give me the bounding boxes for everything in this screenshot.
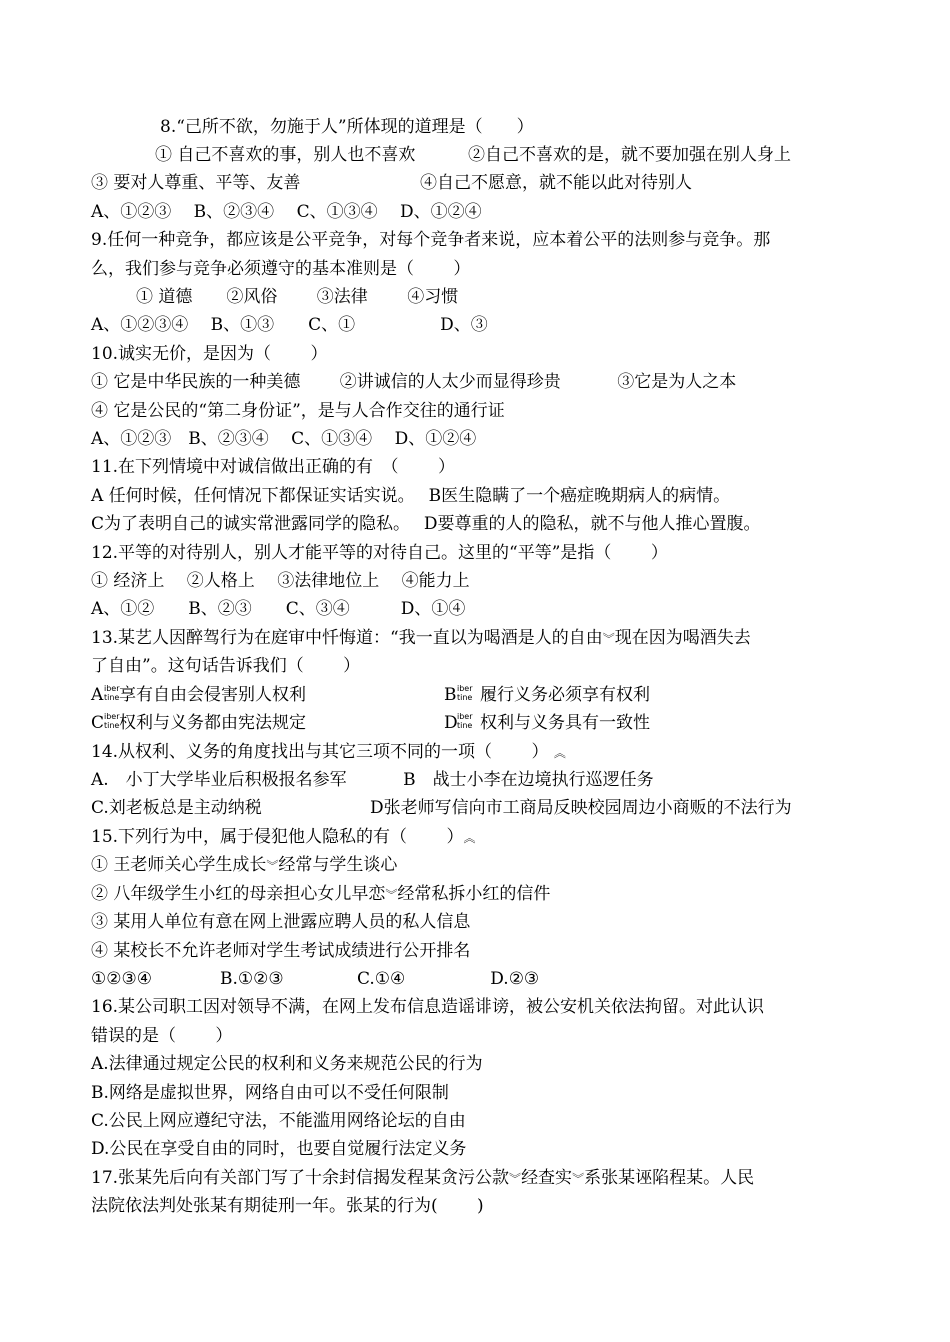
q14-options-ab: A. 小丁大学毕业后积极报名参军 B 战士小李在边境执行巡逻任务 <box>91 770 654 790</box>
q15-option-2 <box>91 882 550 907</box>
q8-option-2: ②自己不喜欢的是，就不要加强在别人身上 <box>468 145 791 165</box>
q9-options: ① 道德 ②风俗 ③法律 ④习惯 <box>136 287 459 307</box>
q13-option-a-letter: A <box>91 685 104 705</box>
q8-stem: 8.“己所不欲，勿施于人”所体现的道理是（ ） <box>160 117 534 137</box>
q13-mark-c-top: iber <box>104 712 120 721</box>
q12-stem: 12.平等的对待别人，别人才能平等的对待自己。这里的“平等”是指（ ） <box>91 543 668 563</box>
chevron-down-icon: ︾ <box>509 1171 522 1186</box>
q13-option-c-letter: C <box>91 713 105 733</box>
q13-stem-part1: 13.某艺人因醉驾行为在庭审中忏悔道：“我一直以为喝酒是人的自由 <box>91 628 603 648</box>
q15-option-1 <box>91 853 397 878</box>
q9-stem-line2: 么，我们参与竞争必须遵守的基本准则是（ ） <box>91 259 471 279</box>
q12-options: ① 经济上 ②人格上 ③法律地位上 ④能力上 <box>91 571 470 591</box>
q13-mark-a-top: iber <box>104 684 120 693</box>
q13-mark-c-bottom: tine <box>104 721 120 730</box>
q12-answers: A、①② B、②③ C、③④ D、①④ <box>91 599 466 619</box>
q13-option-b-letter: B <box>444 685 457 705</box>
q13-option-a: 享有自由会侵害别人权利 <box>119 685 306 705</box>
q13-stem-part2: 现在因为喝酒失去 <box>614 628 751 648</box>
q15-option-1-part1: ① 王老师关心学生成长 <box>91 855 267 875</box>
q16-option-d: D.公民在享受自由的同时，也要自觉履行法定义务 <box>91 1139 467 1159</box>
q14-option-d: D张老师写信向市工商局反映校园周边小商贩的不法行为 <box>370 798 792 818</box>
q15-stem: 15.下列行为中，属于侵犯他人隐私的有（ ） <box>91 827 464 847</box>
q16-option-c: C.公民上网应遵纪守法，不能滥用网络论坛的自由 <box>91 1111 466 1131</box>
q17-stem-line1 <box>91 1166 754 1191</box>
q17-stem-part2: 经查实 <box>521 1168 573 1188</box>
q17-stem-part1: 17.张某先后向有关部门写了十余封信揭发程某贪污公款 <box>91 1168 510 1188</box>
chevron-up-icon: ︽ <box>553 745 566 760</box>
q13-option-d-letter: D <box>444 713 458 733</box>
q15-stem-line <box>91 825 475 850</box>
q13-option-c: 权利与义务都由宪法规定 <box>119 713 306 733</box>
q13-option-b: 履行义务必须享有权利 <box>480 685 650 705</box>
q16-stem-line2: 错误的是（ ） <box>91 1026 233 1046</box>
q8-option-3: ③ 要对人尊重、平等、友善 <box>91 173 301 193</box>
q10-options-1-3: ① 它是中华民族的一种美德 ②讲诚信的人太少而显得珍贵 ③它是为人之本 <box>91 372 737 392</box>
q9-answers: A、①②③④ B、①③ C、① D、③ <box>91 315 488 335</box>
q11-stem: 11.在下列情境中对诚信做出正确的有 （ ） <box>91 457 455 477</box>
q14-option-c: C.刘老板总是主动纳税 <box>91 798 262 818</box>
q13-mark-b-bottom: tine <box>457 693 473 702</box>
q16-option-a: A.法律通过规定公民的权利和义务来规范公民的行为 <box>91 1054 483 1074</box>
q10-option-4: ④ 它是公民的“第二身份证”，是与人合作交往的通行证 <box>91 401 505 421</box>
chevron-down-icon: ︾ <box>266 858 279 873</box>
chevron-down-icon: ︾ <box>572 1171 585 1186</box>
chevron-down-icon: ︾ <box>385 887 398 902</box>
q16-stem-line1: 16.某公司职工因对领导不满，在网上发布信息造谣诽谤，被公安机关依法拘留。对此认识 <box>91 997 765 1017</box>
q14-stem: 14.从权利、义务的角度找出与其它三项不同的一项（ ） <box>91 742 549 762</box>
q13-stem-line1 <box>91 626 751 651</box>
q15-option-3: ③ 某用人单位有意在网上泄露应聘人员的私人信息 <box>91 912 471 932</box>
q15-option-2-part2: 经常私拆小红的信件 <box>397 884 551 904</box>
q9-stem-line1: 9.任何一种竞争，都应该是公平竞争，对每个竞争者来说，应本着公平的法则参与竞争。那 <box>91 230 771 250</box>
q13-mark-a-bottom: tine <box>104 693 120 702</box>
q16-option-b: B.网络是虚拟世界，网络自由可以不受任何限制 <box>91 1083 449 1103</box>
q8-option-1: ① 自己不喜欢的事，别人也不喜欢 <box>155 145 416 165</box>
chevron-up-icon: ︽ <box>463 830 476 845</box>
q13-mark-d-top: iber <box>457 712 473 721</box>
q11-options-cd: C为了表明自己的诚实常泄露同学的隐私。 D要尊重的人的隐私，就不与他人推心置腹。 <box>91 514 761 534</box>
q8-answers: A、①②③ B、②③④ C、①③④ D、①②④ <box>91 202 482 222</box>
q13-stem-line2: 了自由”。这句话告诉我们（ ） <box>91 656 361 676</box>
q13-mark-b-top: iber <box>457 684 473 693</box>
q13-mark-d-bottom: tine <box>457 721 473 730</box>
q17-stem-part3: 系张某诬陷程某。人民 <box>584 1168 755 1188</box>
q14-stem-line <box>91 740 566 765</box>
q13-option-d: 权利与义务具有一致性 <box>480 713 650 733</box>
q15-option-4: ④ 某校长不允许老师对学生考试成绩进行公开排名 <box>91 941 471 961</box>
q8-option-4: ④自己不愿意，就不能以此对待别人 <box>420 173 692 193</box>
q15-option-2-part1: ② 八年级学生小红的母亲担心女儿早恋 <box>91 884 386 904</box>
q10-stem: 10.诚实无价，是因为（ ） <box>91 344 328 364</box>
q15-answers: ①②③④ B.①②③ C.①④ D.②③ <box>91 969 540 989</box>
q11-options-ab: A 任何时候，任何情况下都保证实话实说。 B医生隐瞒了一个癌症晚期病人的病情。 <box>91 486 731 506</box>
q15-option-1-part2: 经常与学生谈心 <box>278 855 398 875</box>
chevron-down-icon: ︾ <box>602 631 615 646</box>
q17-stem-line2: 法院依法判处张某有期徒刑一年。张某的行为( ) <box>91 1196 484 1216</box>
q10-answers: A、①②③ B、②③④ C、①③④ D、①②④ <box>91 429 477 449</box>
